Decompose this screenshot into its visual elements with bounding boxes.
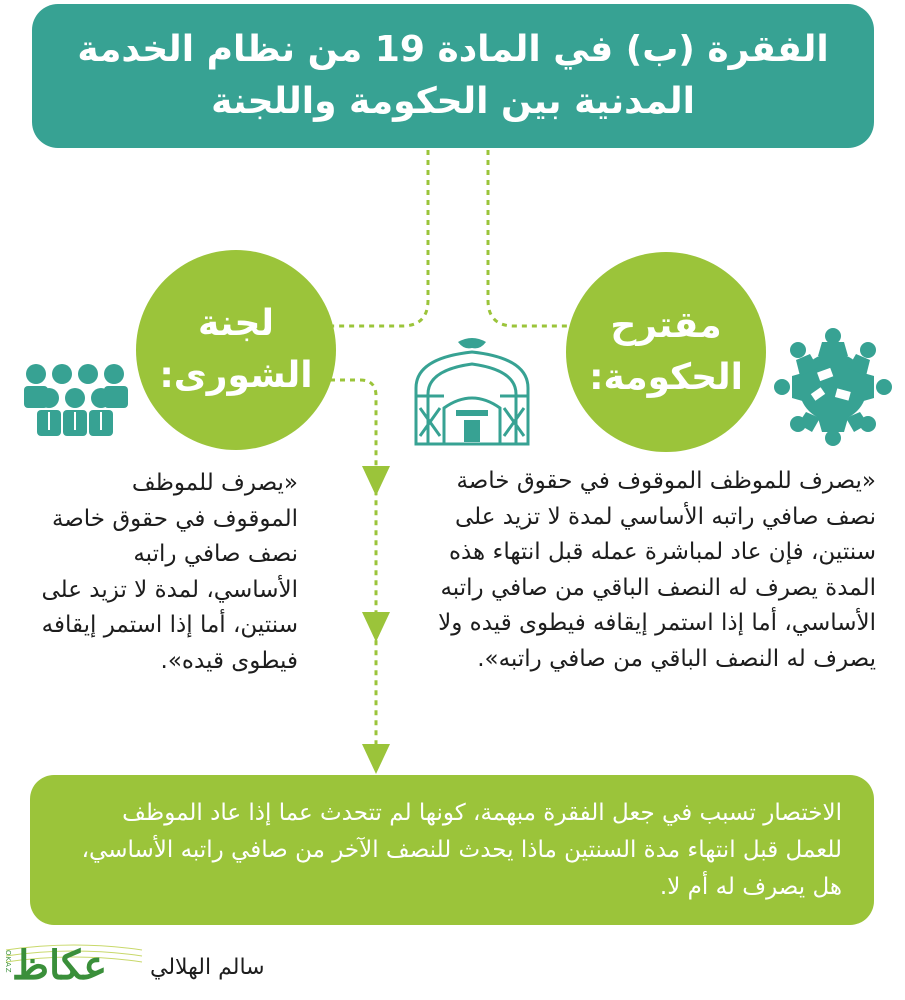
connector-shura-bottom <box>330 380 376 770</box>
shura-label-line-1: لجنة <box>198 303 274 344</box>
meeting-table-icon <box>772 326 894 448</box>
group-of-people-icon <box>22 360 130 438</box>
connector-title-government <box>488 150 570 326</box>
government-proposal-text: «يصرف للموظف الموقوف في حقوق خاصة نصف صافي راتبه الأساسي لمدة لا تزيد على سنتين، فإن عاد لمباشرة عمله قبل انتهاء هذه المدة يصرف له النصف الباقي من صافي راتبه الأساسي، أما إذا استمر إيقافه فيطوى قيده ولا يصرف له النصف الباقي من صافي راتبه». <box>438 468 876 672</box>
government-circle <box>566 252 766 452</box>
government-label-line-1: مقترح <box>610 305 722 346</box>
okaz-logo-latin: OKAZ <box>4 950 12 974</box>
shura-circle <box>136 250 336 450</box>
author-credit: سالم الهلالي <box>150 955 265 980</box>
title-banner <box>32 4 874 148</box>
connector-title-shura <box>330 150 428 326</box>
arrowhead-2 <box>362 612 390 642</box>
title-line-2: المدنية بين الحكومة واللجنة <box>211 81 695 122</box>
conclusion-box <box>30 775 874 925</box>
title-line-1: الفقرة (ب) في المادة 19 من نظام الخدمة <box>77 29 829 70</box>
arrowhead-1 <box>362 466 390 496</box>
government-building-emblem-icon <box>410 336 534 448</box>
conclusion-text: الاختصار تسبب في جعل الفقرة مبهمة، كونها لم تتحدث عما إذا عاد الموظف للعمل قبل انتهاء مدة السنتين ماذا يحدث للنصف الآخر من صافي راتبه الأساسي، هل يصرف له أم لا. <box>81 799 842 900</box>
shura-label-line-2: الشورى: <box>159 355 313 396</box>
shura-proposal-text: «يصرف للموظف الموقوف في حقوق خاصة نصف صافي راتبه الأساسي، لمدة لا تزيد على سنتين، أما إذا استمر إيقافه فيطوى قيده». <box>41 470 298 674</box>
arrowhead-3 <box>362 744 390 774</box>
government-label-line-2: الحكومة: <box>589 357 743 398</box>
okaz-logo: عكاظ <box>12 942 108 989</box>
arrowheads <box>362 466 390 774</box>
